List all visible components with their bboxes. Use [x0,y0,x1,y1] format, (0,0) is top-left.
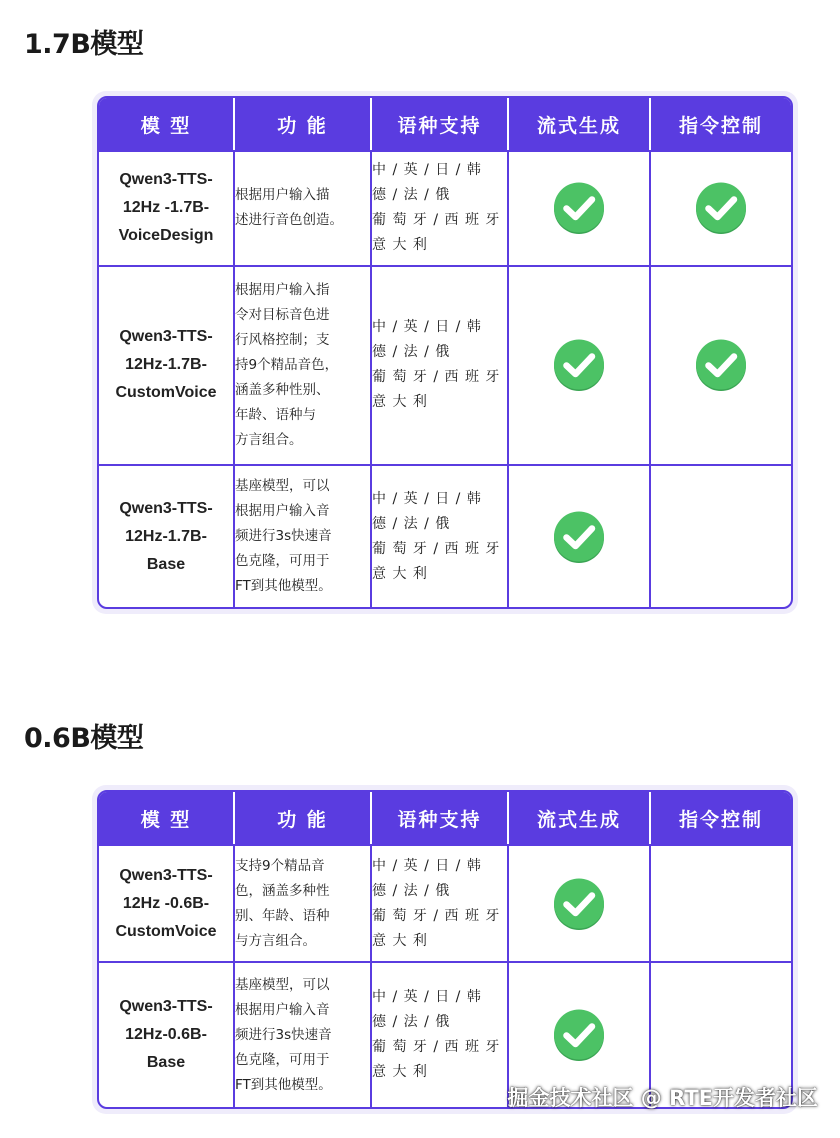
language-support [372,265,509,464]
language-support-line: 意 大 利 [372,565,428,582]
model-name-line: Base [146,555,186,573]
function-description-line: 基座模型，可以 [235,478,330,495]
table-body [99,844,791,1107]
streaming-cell [509,464,651,607]
function-description-line: 根据用户输入描 [235,187,330,204]
table-row [99,150,791,265]
function-description [235,150,372,265]
language-support-line: 德 / 法 / 俄 [372,515,451,532]
function-description-line: 支持9个精品音 [235,857,325,874]
watermark: 掘金技术社区 @ RTE开发者社区 [507,1086,818,1110]
model-name [99,150,235,265]
function-description-line: 涵盖多种性别、 [235,381,330,398]
table-header-row [99,98,791,150]
function-description [235,961,372,1107]
table-row [99,464,791,607]
language-support-line: 德 / 法 / 俄 [372,344,451,361]
function-description-line: 色克隆，可用于 [235,553,330,570]
model-table-card-1-7b [92,91,798,614]
language-support-line: 意 大 利 [372,394,428,411]
model-name-line: 12Hz -1.7B- [122,199,210,217]
language-support-line: 葡 萄 牙 / 西 班 牙 [372,540,501,557]
language-support-line: 中 / 英 / 日 / 韩 [372,989,482,1006]
check-circle-icon [552,181,606,235]
function-description [235,265,372,464]
model-name-line: CustomVoice [115,384,217,402]
language-support-line: 德 / 法 / 俄 [372,882,451,899]
model-table-card-0-6b [92,785,798,1114]
language-support-line: 意 大 利 [372,237,428,254]
check-circle-icon [694,181,748,235]
language-support-line: 中 / 英 / 日 / 韩 [372,490,482,507]
check-circle-icon [552,877,606,931]
header-streaming: 流式生成 [509,98,651,150]
function-description [235,464,372,607]
function-description-line: 色，涵盖多种性 [235,882,330,899]
model-name-line: 12Hz-1.7B- [125,527,207,545]
model-name-line: CustomVoice [115,922,217,940]
table-header-row [99,792,791,844]
model-name-line: Qwen3-TTS- [119,328,213,346]
function-description-line: 根据用户输入音 [235,503,330,520]
language-support-line: 中 / 英 / 日 / 韩 [372,162,482,179]
function-description-line: 年龄、语种与 [235,406,316,423]
language-support-line: 中 / 英 / 日 / 韩 [372,319,482,336]
model-name-line: VoiceDesign [118,227,214,245]
model-name-line: Base [146,1054,186,1072]
language-support-line: 葡 萄 牙 / 西 班 牙 [372,907,501,924]
language-support [372,150,509,265]
instruction-cell [651,150,791,265]
function-description-line: 根据用户输入指 [235,281,330,298]
model-name [99,961,235,1107]
header-model: 模 型 [99,792,235,844]
language-support-line: 葡 萄 牙 / 西 班 牙 [372,1039,501,1056]
function-description-line: 持9个精品音色， [235,356,339,373]
model-name-line: Qwen3-TTS- [119,998,213,1016]
function-description-line: 频进行3s快速音 [235,528,332,545]
model-name-line: Qwen3-TTS- [119,499,213,517]
header-languages: 语种支持 [372,98,509,150]
language-support-line: 意 大 利 [372,1064,428,1081]
header-languages: 语种支持 [372,792,509,844]
language-support-line: 意 大 利 [372,932,428,949]
model-table-0-6b [97,790,793,1109]
model-name-line: 12Hz-1.7B- [125,356,207,374]
function-description-line: 别、年龄、语种 [235,907,330,924]
streaming-cell [509,150,651,265]
streaming-cell [509,265,651,464]
function-description-line: 基座模型，可以 [235,976,330,993]
model-table-1-7b [97,96,793,609]
model-name-line: 12Hz-0.6B- [125,1026,207,1044]
instruction-cell [651,265,791,464]
model-name-line: Qwen3-TTS- [119,866,213,884]
header-function: 功 能 [235,98,372,150]
check-circle-icon [694,338,748,392]
header-streaming: 流式生成 [509,792,651,844]
header-instruction: 指令控制 [651,98,791,150]
function-description-line: 行风格控制；支 [235,331,330,348]
function-description-line: FT到其他模型。 [235,1076,332,1093]
table-body [99,150,791,607]
language-support [372,464,509,607]
model-name [99,464,235,607]
header-instruction: 指令控制 [651,792,791,844]
section-title-0-6b: 0.6B模型 [24,723,144,754]
function-description-line: 与方言组合。 [235,932,316,949]
check-circle-icon [552,510,606,564]
model-name-line: Qwen3-TTS- [119,171,213,189]
header-model: 模 型 [99,98,235,150]
language-support-line: 葡 萄 牙 / 西 班 牙 [372,369,501,386]
function-description [235,844,372,961]
model-name [99,265,235,464]
language-support [372,961,509,1107]
function-description-line: 令对目标音色进 [235,306,330,323]
function-description-line: 述进行音色创造。 [235,212,343,229]
section-title-1-7b: 1.7B模型 [24,29,144,60]
function-description-line: 频进行3s快速音 [235,1026,332,1043]
language-support [372,844,509,961]
function-description-line: 根据用户输入音 [235,1001,330,1018]
table-row [99,844,791,961]
instruction-cell [651,844,791,961]
model-name-line: 12Hz -0.6B- [122,894,210,912]
language-support-line: 葡 萄 牙 / 西 班 牙 [372,212,501,229]
function-description-line: 色克隆，可用于 [235,1051,330,1068]
language-support-line: 中 / 英 / 日 / 韩 [372,857,482,874]
streaming-cell [509,844,651,961]
function-description-line: 方言组合。 [235,431,303,448]
model-name [99,844,235,961]
header-function: 功 能 [235,792,372,844]
language-support-line: 德 / 法 / 俄 [372,1014,451,1031]
language-support-line: 德 / 法 / 俄 [372,187,451,204]
check-circle-icon [552,1008,606,1062]
function-description-line: FT到其他模型。 [235,578,332,595]
instruction-cell [651,464,791,607]
table-row [99,265,791,464]
check-circle-icon [552,338,606,392]
